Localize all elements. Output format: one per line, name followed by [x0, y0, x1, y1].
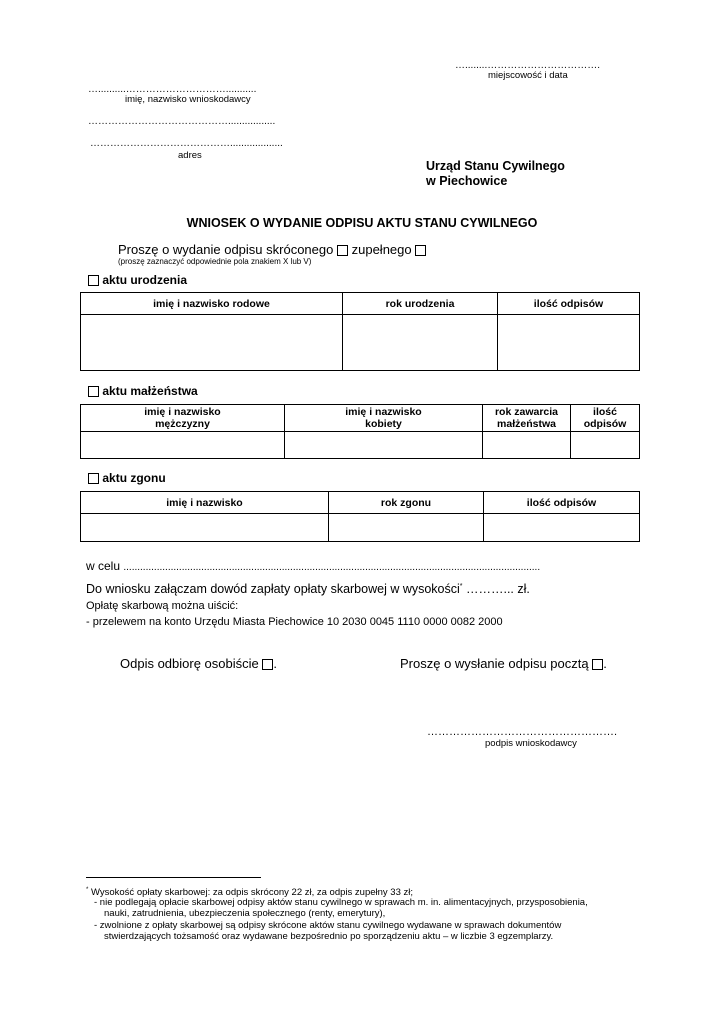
pickup-personal-checkbox[interactable] — [262, 659, 273, 670]
death-col-copies: ilość odpisów — [484, 492, 640, 514]
birth-label: aktu urodzenia — [102, 273, 188, 287]
birth-col-year: rok urodzenia — [343, 293, 498, 315]
marriage-col-man-l1: imię i nazwisko — [144, 406, 221, 418]
footnote-line1-text: Wysokość opłaty skarbowej: za odpis skrócony 22 zł, za odpis zupełny 33 zł; — [88, 887, 413, 899]
marriage-col-year — [483, 405, 571, 432]
pickup-mail-label: Proszę o wysłanie odpisu pocztą — [400, 656, 589, 671]
signature-label: podpis wnioskodawcy — [485, 738, 577, 749]
death-copies-input[interactable] — [484, 514, 640, 542]
request-hint: (proszę zaznaczyć odpowiednie pola znakiem X lub V) — [118, 257, 312, 266]
death-section-label — [88, 471, 166, 485]
marriage-label: aktu małżeństwa — [102, 384, 198, 398]
death-col-name: imię i nazwisko — [81, 492, 329, 514]
death-checkbox[interactable] — [88, 473, 99, 484]
fee-footnote-mark: * — [459, 582, 463, 590]
birth-checkbox[interactable] — [88, 275, 99, 286]
marriage-col-copies-l2: odpisów — [583, 418, 627, 430]
footnote-item1-a: - nie podlegają opłacie skarbowej odpisy aktów stanu cywilnego w sprawach m. in. alimentacyjnych, przysposobienia, — [94, 897, 588, 908]
death-label: aktu zgonu — [102, 471, 166, 485]
death-name-input[interactable] — [81, 514, 329, 542]
footnote-mark: * — [86, 887, 89, 893]
marriage-man-input[interactable] — [81, 432, 285, 459]
pickup-personal-label: Odpis odbiorę osobiście — [120, 656, 259, 671]
place-date-label: miejscowość i data — [488, 70, 568, 81]
applicant-name-field[interactable]: …..........…………………………........... — [88, 84, 257, 95]
birth-col-copies: ilość odpisów — [498, 293, 640, 315]
marriage-col-man-l2: mężczyzny — [155, 418, 210, 430]
footnote-item2-b: stwierdzających tożsamość oraz wydawane bezpośrednio po sporządzeniu aktu – w liczbie 3 egzemplarzy. — [104, 931, 554, 942]
address-label: adres — [178, 150, 202, 161]
pickup-personal — [120, 656, 277, 671]
request-line — [118, 242, 426, 257]
birth-name-input[interactable] — [81, 315, 343, 371]
birth-copies-input[interactable] — [498, 315, 640, 371]
footnote-item2-a: - zwolnione z opłaty skarbowej są odpisy skrócone aktów stanu cywilnego wydawane w sprawach dokumentów — [94, 920, 562, 931]
office-name-line1: Urząd Stanu Cywilnego — [426, 159, 565, 173]
document-title: WNIOSEK O WYDANIE ODPISU AKTU STANU CYWILNEGO — [186, 216, 538, 230]
request-full-label: zupełnego — [351, 242, 412, 257]
fee-amount-field[interactable]: ………... zł. — [462, 582, 530, 596]
purpose-field[interactable]: ...................................................................................................................................................... — [123, 562, 541, 573]
death-year-input[interactable] — [329, 514, 484, 542]
request-prefix: Proszę o wydanie odpisu skróconego — [118, 242, 334, 257]
short-copy-checkbox[interactable] — [337, 245, 348, 256]
marriage-col-man — [81, 405, 285, 432]
full-copy-checkbox[interactable] — [415, 245, 426, 256]
birth-col-name: imię i nazwisko rodowe — [81, 293, 343, 315]
birth-table — [80, 292, 640, 371]
birth-section-label — [88, 273, 187, 287]
death-col-year: rok zgonu — [329, 492, 484, 514]
fee-text: Do wniosku załączam dowód zapłaty opłaty skarbowej w wysokości — [86, 582, 460, 596]
marriage-col-woman-l1: imię i nazwisko — [345, 406, 422, 418]
birth-year-input[interactable] — [343, 315, 498, 371]
marriage-checkbox[interactable] — [88, 386, 99, 397]
marriage-woman-input[interactable] — [285, 432, 483, 459]
marriage-col-copies-l1: ilość — [593, 406, 617, 418]
applicant-name-label: imię, nazwisko wnioskodawcy — [125, 94, 251, 105]
death-table — [80, 491, 640, 542]
fee-transfer-info: - przelewem na konto Urzędu Miasta Piechowice 10 2030 0045 1110 0000 0082 2000 — [86, 616, 503, 628]
pickup-personal-period: . — [273, 656, 277, 671]
address-field-2[interactable]: ……………………………………................... — [90, 138, 283, 149]
purpose-line — [86, 559, 646, 573]
marriage-table — [80, 404, 640, 459]
marriage-section-label — [88, 384, 198, 398]
pickup-mail — [400, 656, 607, 671]
marriage-year-input[interactable] — [483, 432, 571, 459]
purpose-label: w celu — [86, 559, 121, 573]
marriage-col-woman — [285, 405, 483, 432]
place-date-field[interactable]: …........……………………………. — [455, 60, 601, 71]
fee-line — [86, 582, 530, 596]
footnote-divider — [86, 877, 261, 878]
marriage-col-copies — [571, 405, 640, 432]
footnote-item1-b: nauki, zatrudnienia, ubezpieczenia społecznego (renty, emerytury), — [104, 908, 386, 919]
marriage-col-woman-l2: kobiety — [365, 418, 402, 430]
marriage-copies-input[interactable] — [571, 432, 640, 459]
signature-field[interactable]: ……………………………………………. — [427, 726, 618, 738]
pickup-mail-checkbox[interactable] — [592, 659, 603, 670]
office-name-line2: w Piechowice — [426, 174, 508, 188]
marriage-col-year-l1: rok zawarcia — [494, 406, 559, 418]
fee-pay-label: Opłatę skarbową można uiścić: — [86, 600, 239, 612]
marriage-col-year-l2: małżeństwa — [497, 418, 556, 430]
address-field-1[interactable]: ……………………………………................. — [88, 116, 276, 127]
pickup-mail-period: . — [603, 656, 607, 671]
